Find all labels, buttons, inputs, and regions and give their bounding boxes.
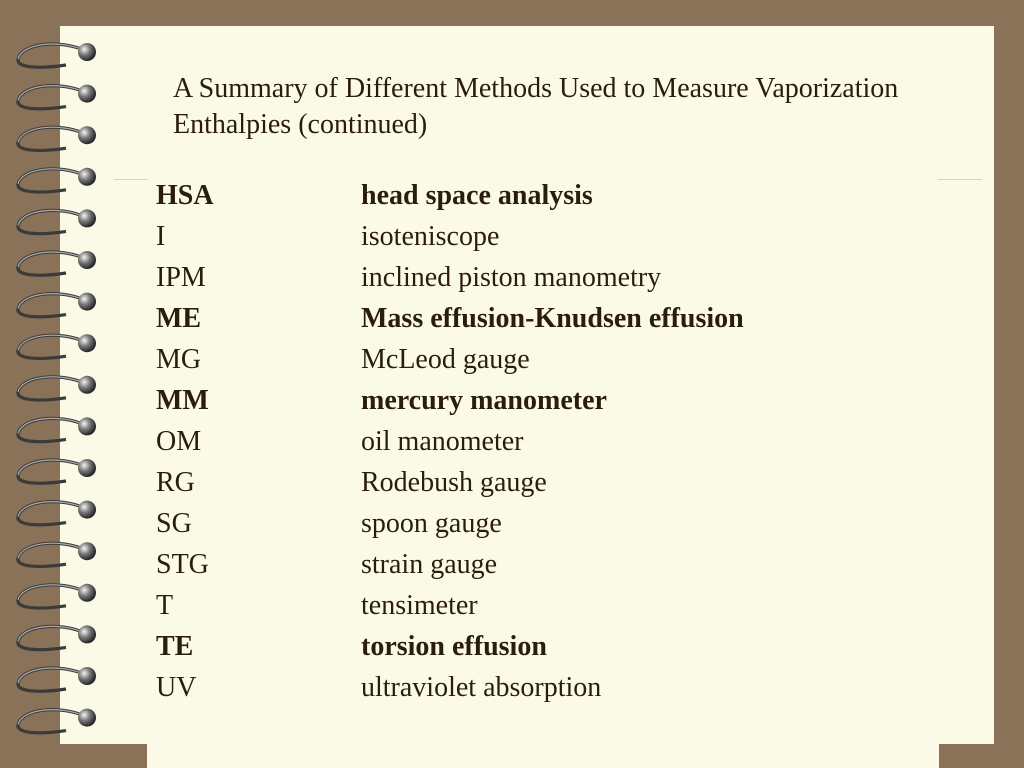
method-abbr: SG xyxy=(156,508,192,539)
notebook-page-bottom xyxy=(147,700,939,768)
method-row xyxy=(156,298,744,339)
spiral-ring xyxy=(18,584,96,608)
method-row xyxy=(156,503,744,544)
method-row xyxy=(156,380,744,421)
spiral-ring xyxy=(18,251,96,275)
divider-right xyxy=(938,179,982,180)
method-desc: isoteniscope xyxy=(361,221,500,252)
method-abbr: T xyxy=(156,590,174,621)
spiral-ring xyxy=(18,501,96,525)
spiral-ring xyxy=(18,459,96,483)
method-row xyxy=(156,585,744,626)
method-desc: Rodebush gauge xyxy=(361,467,547,498)
divider-left xyxy=(114,179,148,180)
slide-title: A Summary of Different Methods Used to Measure Vaporization Enthalpies (continued) xyxy=(173,73,899,140)
method-desc: torsion effusion xyxy=(361,631,547,662)
spiral-ring xyxy=(18,709,96,733)
method-desc: tensimeter xyxy=(361,590,478,621)
method-desc: spoon gauge xyxy=(361,508,502,539)
method-abbr: IPM xyxy=(156,262,206,293)
method-row xyxy=(156,667,744,708)
spiral-ring xyxy=(18,168,96,192)
spiral-binding xyxy=(0,0,110,768)
method-row xyxy=(156,626,744,667)
method-row xyxy=(156,216,744,257)
spiral-ring xyxy=(18,85,96,109)
method-desc: inclined piston manometry xyxy=(361,262,662,293)
method-abbr: TE xyxy=(156,631,194,662)
method-row xyxy=(156,544,744,585)
method-abbr: RG xyxy=(156,467,195,498)
method-abbr: ME xyxy=(156,303,202,334)
method-desc: ultraviolet absorption xyxy=(361,672,602,703)
spiral-ring xyxy=(18,542,96,566)
method-abbr: I xyxy=(156,221,166,252)
method-row xyxy=(156,339,744,380)
method-abbr: MG xyxy=(156,344,202,375)
method-abbr: MM xyxy=(156,385,209,416)
spiral-ring xyxy=(18,209,96,233)
spiral-ring xyxy=(18,43,96,67)
method-desc: mercury manometer xyxy=(361,385,607,416)
method-row xyxy=(156,257,744,298)
method-abbr: STG xyxy=(156,549,209,580)
spiral-ring xyxy=(18,376,96,400)
method-abbr: UV xyxy=(156,672,197,703)
spiral-ring xyxy=(18,334,96,358)
methods-table xyxy=(156,175,744,708)
spiral-ring xyxy=(18,126,96,150)
method-desc: strain gauge xyxy=(361,549,498,580)
spiral-ring xyxy=(18,293,96,317)
method-desc: head space analysis xyxy=(361,180,593,211)
spiral-ring xyxy=(18,417,96,441)
method-abbr: HSA xyxy=(156,180,214,211)
method-row xyxy=(156,462,744,503)
method-desc: McLeod gauge xyxy=(361,344,530,375)
method-row xyxy=(156,421,744,462)
method-desc: oil manometer xyxy=(361,426,524,457)
spiral-ring xyxy=(18,667,96,691)
method-row xyxy=(156,175,744,216)
method-desc: Mass effusion-Knudsen effusion xyxy=(361,303,744,334)
spiral-ring xyxy=(18,625,96,649)
method-abbr: OM xyxy=(156,426,202,457)
